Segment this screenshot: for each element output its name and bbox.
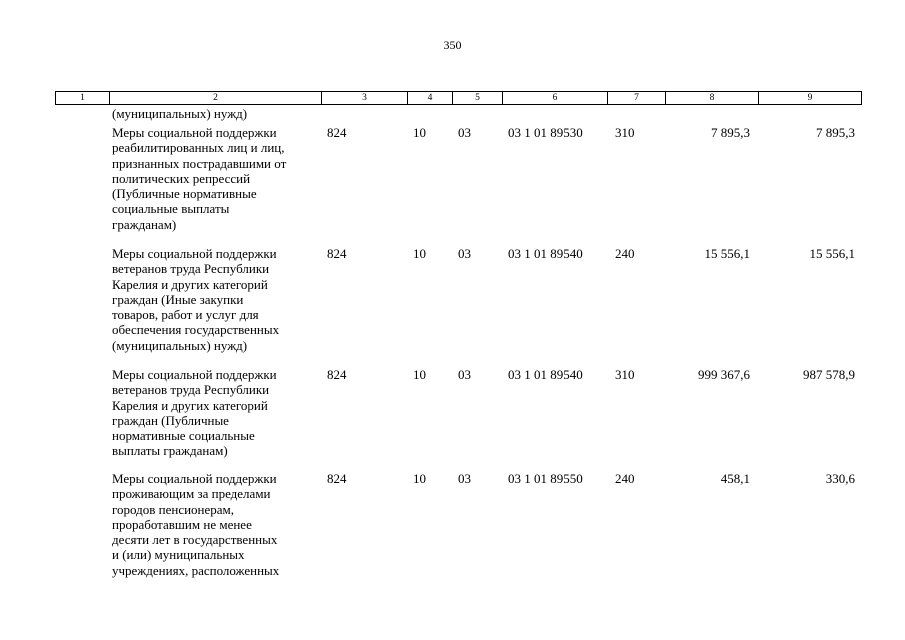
description-line: Карелия и других категорий	[112, 276, 268, 292]
expense-type-code: 310	[615, 125, 635, 140]
description-line: Карелия и других категорий	[112, 397, 268, 413]
section-code: 10	[413, 471, 426, 486]
row-description	[112, 471, 279, 578]
section-code: 10	[413, 125, 426, 140]
description-line: обеспечения государственных	[112, 322, 280, 338]
description-line: реабилитированных лиц и лиц,	[112, 140, 285, 156]
description-line: учреждениях, расположенных	[112, 562, 280, 578]
description-line: ветеранов труда Республики	[112, 382, 270, 398]
target-article-code: 03 1 01 89530	[508, 125, 583, 140]
header-col-7: 7	[608, 92, 666, 105]
row-description	[112, 125, 286, 232]
header-col-9: 9	[759, 92, 862, 105]
header-col-6: 6	[503, 92, 608, 105]
header-col-8: 8	[666, 92, 759, 105]
continuation-text: (муниципальных) нужд)	[112, 106, 248, 121]
description-line: Меры социальной поддержки	[112, 246, 277, 261]
header-col-1: 1	[56, 92, 110, 105]
header-col-4: 4	[408, 92, 453, 105]
subsection-code: 03	[458, 246, 471, 261]
expense-type-code: 240	[615, 471, 635, 486]
header-col-5: 5	[453, 92, 503, 105]
row-description	[112, 367, 277, 459]
description-line: проживающим за пределами	[112, 486, 271, 502]
description-line: товаров, работ и услуг для	[112, 307, 259, 323]
description-line: городов пенсионерам,	[112, 501, 235, 517]
description-line: признанных пострадавшими от	[112, 155, 287, 171]
subsection-code: 03	[458, 125, 471, 140]
expense-type-code: 310	[615, 367, 635, 382]
amount-col-9: 7 895,3	[816, 125, 855, 140]
amount-col-8: 458,1	[720, 471, 750, 486]
ministry-code: 824	[327, 125, 347, 140]
amount-col-8: 999 367,6	[698, 367, 750, 382]
header-col-2: 2	[110, 92, 322, 105]
description-line: (муниципальных) нужд)	[112, 337, 248, 353]
description-line: и (или) муниципальных	[112, 547, 245, 563]
description-line: нормативные социальные	[112, 428, 255, 444]
expense-type-code: 240	[615, 246, 635, 261]
description-line: граждан (Публичные	[112, 412, 229, 428]
section-code: 10	[413, 367, 426, 382]
subsection-code: 03	[458, 367, 471, 382]
description-line: гражданам)	[112, 216, 177, 232]
target-article-code: 03 1 01 89540	[508, 367, 583, 382]
description-line: политических репрессий	[112, 170, 251, 186]
amount-col-8: 7 895,3	[711, 125, 750, 140]
amount-col-9: 330,6	[825, 471, 855, 486]
header-col-3: 3	[322, 92, 408, 105]
amount-col-9: 987 578,9	[803, 367, 855, 382]
description-line: выплаты гражданам)	[112, 443, 228, 459]
description-line: (Публичные нормативные	[112, 186, 257, 202]
description-line: ветеранов труда Республики	[112, 261, 270, 277]
description-line: Меры социальной поддержки	[112, 367, 277, 382]
target-article-code: 03 1 01 89550	[508, 471, 583, 486]
subsection-code: 03	[458, 471, 471, 486]
header-row	[56, 92, 862, 105]
ministry-code: 824	[327, 246, 347, 261]
description-line: Меры социальной поддержки	[112, 125, 277, 140]
ministry-code: 824	[327, 471, 347, 486]
ministry-code: 824	[327, 367, 347, 382]
amount-col-8: 15 556,1	[704, 246, 750, 261]
description-line: социальные выплаты	[112, 201, 230, 217]
row-description	[112, 246, 279, 353]
description-line: граждан (Иные закупки	[112, 291, 244, 307]
section-code: 10	[413, 246, 426, 261]
description-line: проработавшим не менее	[112, 516, 252, 532]
description-line: десяти лет в государственных	[112, 532, 278, 548]
target-article-code: 03 1 01 89540	[508, 246, 583, 261]
description-line: Меры социальной поддержки	[112, 471, 277, 486]
page-number: 350	[443, 38, 462, 52]
column-header-table	[55, 91, 862, 105]
amount-col-9: 15 556,1	[809, 246, 855, 261]
